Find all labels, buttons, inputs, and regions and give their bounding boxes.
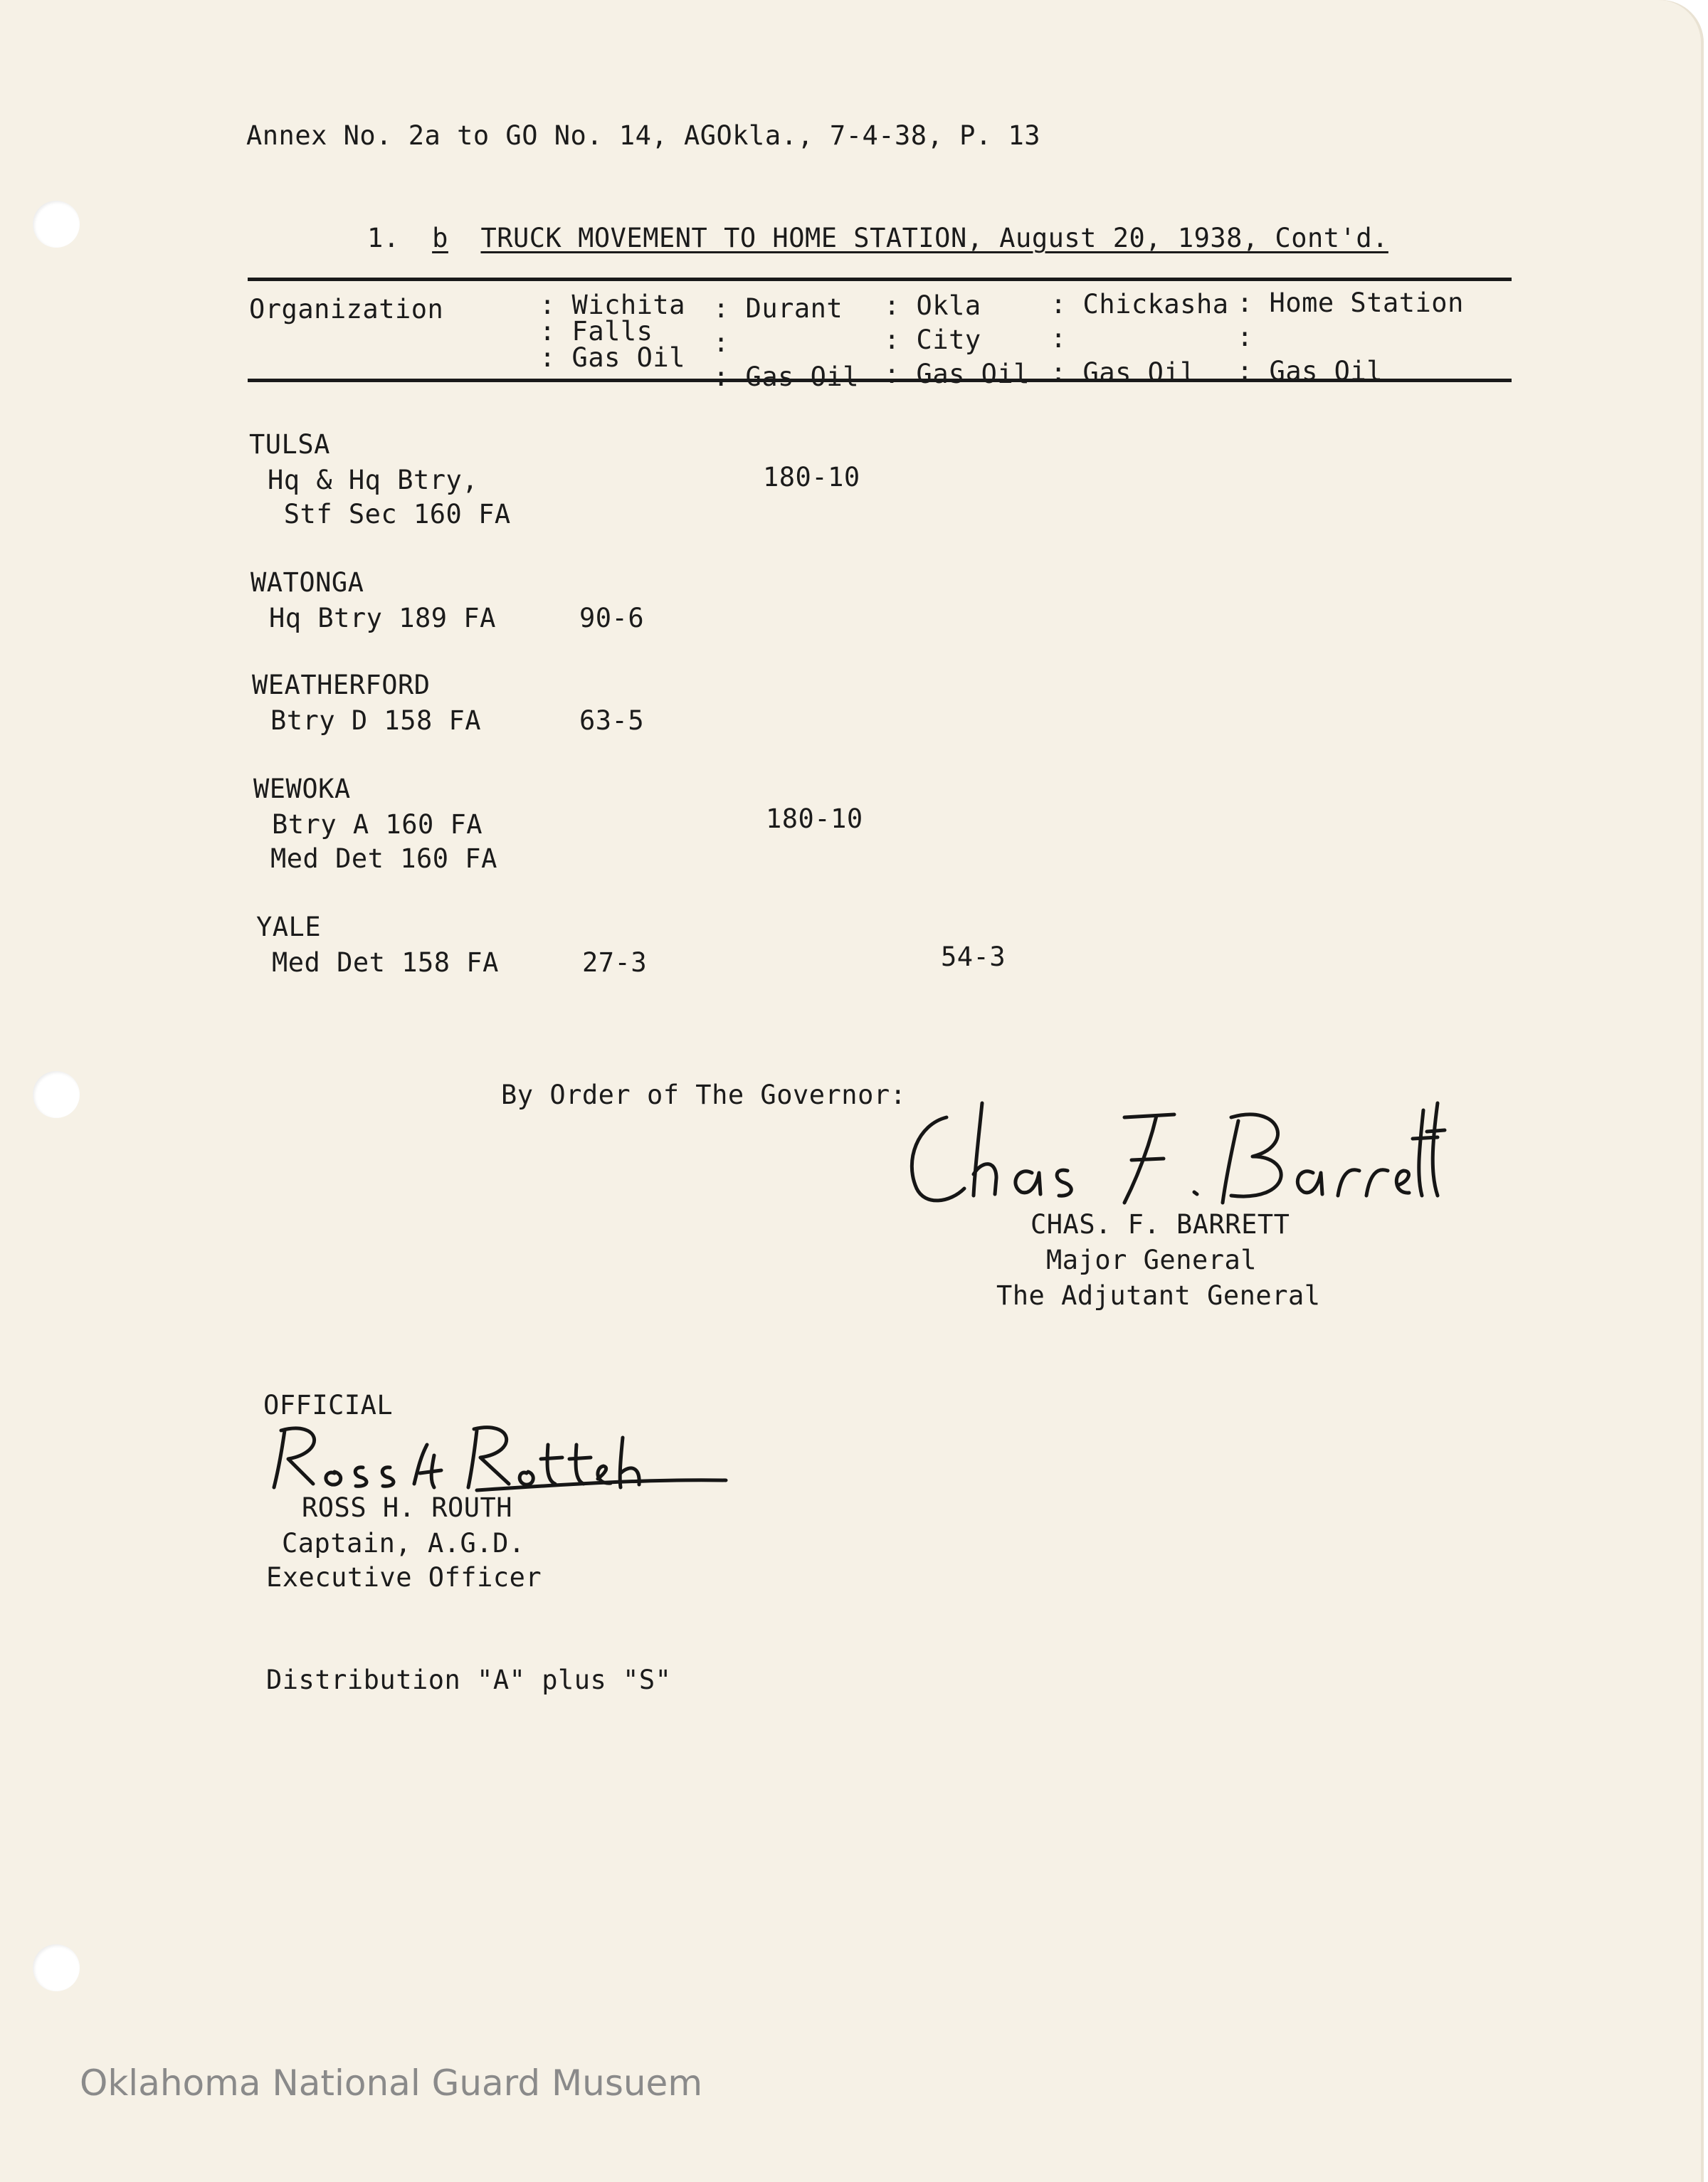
- col-header-okla-city: : Okla : City : Gas Oil: [884, 290, 1030, 390]
- section-title: [367, 225, 1388, 251]
- routh-position: Executive Officer: [266, 1562, 542, 1593]
- value-cell-wichita-falls: 63-5: [579, 705, 645, 736]
- station-weatherford: WEATHERFORD: [252, 670, 431, 700]
- section-number: 1.: [367, 223, 416, 253]
- col-header-chickasha: : Chickasha : : Gas Oil: [1050, 289, 1229, 389]
- value-cell-durant: 180-10: [763, 462, 860, 492]
- value-cell-wichita-falls: 90-6: [579, 603, 645, 633]
- unit-row: Med Det 160 FA: [270, 843, 497, 874]
- routh-rank: Captain, A.G.D.: [282, 1528, 525, 1559]
- station-tulsa: TULSA: [249, 429, 330, 460]
- col-header-organization: Organization: [249, 294, 444, 325]
- routh-name: ROSS H. ROUTH: [302, 1492, 513, 1523]
- by-order-line: By Order of The Governor:: [501, 1080, 907, 1110]
- unit-row: Hq Btry 189 FA: [269, 603, 496, 633]
- value-cell-okla-city: 54-3: [941, 942, 1006, 972]
- unit-row: Med Det 158 FA: [272, 947, 499, 978]
- value-cell-wichita-falls: 27-3: [582, 947, 648, 978]
- station-yale: YALE: [256, 912, 322, 942]
- col-header-home-station: : Home Station : : Gas Oil: [1237, 288, 1464, 387]
- section-letter: b: [432, 223, 448, 253]
- binder-hole-top: [33, 201, 80, 248]
- barrett-name: CHAS. F. BARRETT: [1030, 1209, 1290, 1240]
- table-top-rule: [248, 278, 1512, 281]
- barrett-rank: Major General: [1046, 1245, 1258, 1275]
- official-label: OFFICIAL: [263, 1390, 394, 1421]
- routh-signature: [263, 1416, 733, 1495]
- unit-row: Btry A 160 FA: [272, 809, 483, 840]
- station-wewoka: WEWOKA: [253, 774, 351, 804]
- barrett-position: The Adjutant General: [996, 1280, 1321, 1311]
- station-watonga: WATONGA: [251, 567, 364, 598]
- col-header-durant: : Durant : : Gas Oil: [713, 293, 859, 393]
- barrett-signature: [897, 1089, 1438, 1217]
- museum-watermark: Oklahoma National Guard Musuem: [80, 2062, 703, 2104]
- unit-row: Stf Sec 160 FA: [268, 499, 511, 529]
- unit-row: Hq & Hq Btry,: [268, 465, 479, 495]
- distribution-line: Distribution "A" plus "S": [266, 1665, 672, 1695]
- section-title-text: TRUCK MOVEMENT TO HOME STATION, August 20, 1938, Cont'd.: [480, 223, 1388, 253]
- binder-hole-bottom: [33, 1944, 80, 1991]
- value-cell-durant: 180-10: [766, 803, 863, 834]
- annex-header: Annex No. 2a to GO No. 14, AGOkla., 7-4-38, P. 13: [246, 120, 1041, 151]
- unit-row: Btry D 158 FA: [270, 705, 482, 736]
- col-header-wichita-falls: : Wichita : Falls : Gas Oil: [539, 290, 685, 373]
- binder-hole-middle: [33, 1071, 80, 1118]
